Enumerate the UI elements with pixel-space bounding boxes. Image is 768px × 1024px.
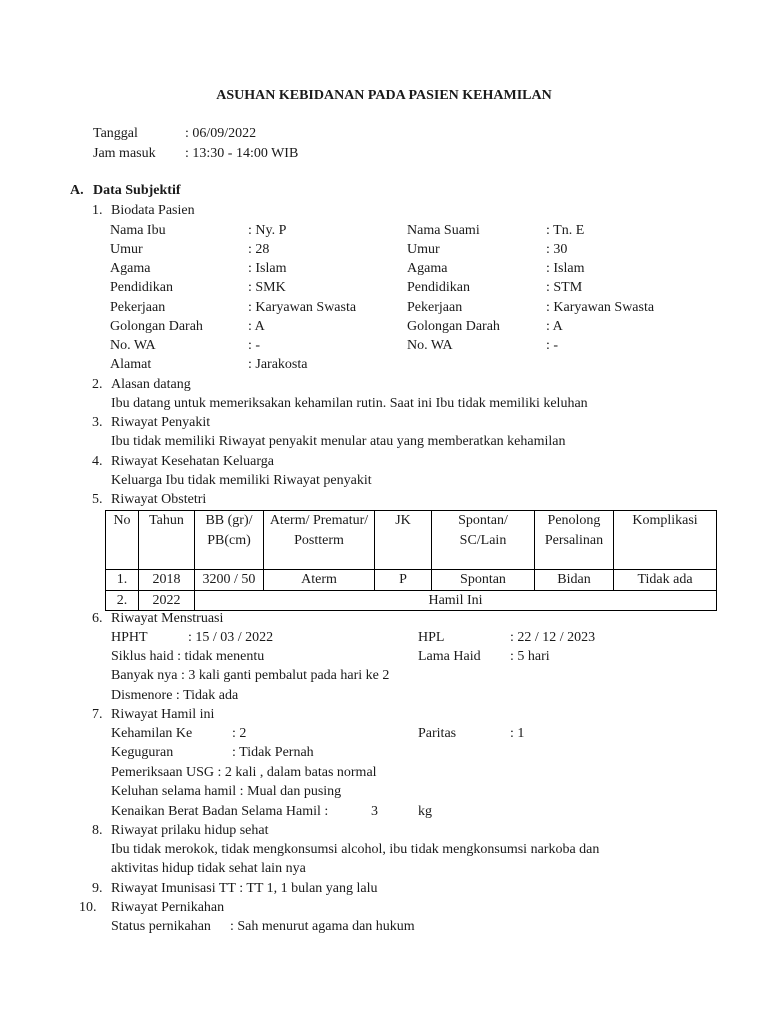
status-pernikahan-value: : Sah menurut agama dan hukum	[230, 919, 415, 934]
paritas-label: Paritas	[418, 726, 457, 741]
no-wa-suami-label: No. WA	[407, 338, 453, 353]
no-wa-suami-value: : -	[546, 338, 559, 353]
jam-masuk-value: : 13:30 - 14:00 WIB	[185, 146, 299, 161]
keguguran-label: Keguguran	[111, 745, 174, 760]
menstruasi-title: Riwayat Menstruasi	[111, 611, 224, 626]
umur-suami-value: : 30	[546, 242, 568, 257]
jam-masuk-label: Jam masuk	[93, 146, 156, 161]
golongan-darah-suami-label: Golongan Darah	[407, 319, 500, 334]
header-aterm: Aterm/ Prematur/ Postterm	[264, 511, 375, 570]
kehamilan-ke-label: Kehamilan Ke	[111, 726, 193, 741]
hpht-label: HPHT	[111, 630, 148, 645]
obstetri-table	[105, 510, 717, 611]
penyakit-text: Ibu tidak memiliki Riwayat penyakit menular atau yang memberatkan kehamilan	[111, 434, 566, 449]
lama-haid-value: : 5 hari	[510, 649, 550, 664]
item-number: 2.	[92, 377, 103, 392]
table-cell: 3200 / 50	[195, 570, 264, 591]
nama-suami-value: : Tn. E	[546, 223, 585, 238]
umur-suami-label: Umur	[407, 242, 440, 257]
pendidikan-ibu-label: Pendidikan	[110, 280, 173, 295]
item-number: 7.	[92, 707, 103, 722]
header-penolong: Penolong Persalinan	[535, 511, 614, 570]
table-cell: 1.	[106, 570, 139, 591]
table-cell: Hamil Ini	[195, 590, 717, 611]
agama-suami-value: : Islam	[546, 261, 585, 276]
header-no: No	[106, 511, 139, 570]
kenaikan-bb-value: 3	[371, 804, 378, 819]
alamat-label: Alamat	[110, 357, 152, 372]
golongan-darah-ibu-value: : A	[248, 319, 265, 334]
table-row	[106, 590, 717, 611]
header-tahun: Tahun	[139, 511, 195, 570]
item-number: 5.	[92, 492, 103, 507]
table-cell: Spontan	[432, 570, 535, 591]
no-wa-ibu-value: : -	[248, 338, 261, 353]
siklus-haid: Siklus haid : tidak menentu	[111, 649, 265, 664]
item-number: 10.	[79, 900, 97, 915]
item-number: 9.	[92, 881, 103, 896]
item-number: 4.	[92, 454, 103, 469]
agama-ibu-label: Agama	[110, 261, 151, 276]
table-cell: Bidan	[535, 570, 614, 591]
hpl-label: HPL	[418, 630, 445, 645]
document-title: ASUHAN KEBIDANAN PADA PASIEN KEHAMILAN	[216, 88, 552, 103]
pekerjaan-suami-value: : Karyawan Swasta	[546, 300, 655, 315]
umur-ibu-value: : 28	[248, 242, 270, 257]
nama-suami-label: Nama Suami	[407, 223, 480, 238]
table-cell: 2018	[139, 570, 195, 591]
table-row	[106, 570, 717, 591]
prilaku-text-line2: aktivitas hidup tidak sehat lain nya	[111, 861, 306, 876]
nama-ibu-label: Nama Ibu	[110, 223, 166, 238]
keluarga-text: Keluarga Ibu tidak memiliki Riwayat penyakit	[111, 473, 372, 488]
keluarga-title: Riwayat Kesehatan Keluarga	[111, 454, 275, 469]
no-wa-ibu-label: No. WA	[110, 338, 156, 353]
prilaku-text-line1: Ibu tidak merokok, tidak mengkonsumsi alcohol, ibu tidak mengkonsumsi narkoba dan	[111, 842, 600, 857]
imunisasi-title: Riwayat Imunisasi TT : TT 1, 1 bulan yang lalu	[111, 881, 378, 896]
table-cell: P	[375, 570, 432, 591]
header-bb-pb: BB (gr)/ PB(cm)	[195, 511, 264, 570]
section-a-title: Data Subjektif	[93, 183, 181, 198]
nama-ibu-value: : Ny. P	[248, 223, 287, 238]
agama-suami-label: Agama	[407, 261, 448, 276]
lama-haid-label: Lama Haid	[418, 649, 481, 664]
header-komplikasi: Komplikasi	[614, 511, 717, 570]
kenaikan-bb-label: Kenaikan Berat Badan Selama Hamil :	[111, 804, 329, 819]
hpht-value: : 15 / 03 / 2022	[188, 630, 274, 645]
hpl-value: : 22 / 12 / 2023	[510, 630, 596, 645]
item-number: 1.	[92, 203, 103, 218]
table-cell: 2.	[106, 590, 139, 611]
kehamilan-ke-value: : 2	[232, 726, 247, 741]
pekerjaan-suami-label: Pekerjaan	[407, 300, 463, 315]
banyak-nya: Banyak nya : 3 kali ganti pembalut pada hari ke 2	[111, 668, 390, 683]
header-spontan: Spontan/ SC/Lain	[432, 511, 535, 570]
penyakit-title: Riwayat Penyakit	[111, 415, 211, 430]
pemeriksaan-usg: Pemeriksaan USG : 2 kali , dalam batas normal	[111, 765, 377, 780]
keluhan-hamil: Keluhan selama hamil : Mual dan pusing	[111, 784, 342, 799]
pekerjaan-ibu-label: Pekerjaan	[110, 300, 166, 315]
kenaikan-bb-unit: kg	[418, 804, 432, 819]
item-number: 6.	[92, 611, 103, 626]
pendidikan-ibu-value: : SMK	[248, 280, 286, 295]
prilaku-title: Riwayat prilaku hidup sehat	[111, 823, 269, 838]
obstetri-title: Riwayat Obstetri	[111, 492, 207, 507]
alamat-value: : Jarakosta	[248, 357, 308, 372]
section-a-number: A.	[70, 183, 84, 198]
umur-ibu-label: Umur	[110, 242, 143, 257]
biodata-title: Biodata Pasien	[111, 203, 195, 218]
hamil-title: Riwayat Hamil ini	[111, 707, 215, 722]
golongan-darah-ibu-label: Golongan Darah	[110, 319, 203, 334]
tanggal-value: : 06/09/2022	[185, 126, 257, 141]
golongan-darah-suami-value: : A	[546, 319, 563, 334]
keguguran-value: : Tidak Pernah	[232, 745, 314, 760]
pernikahan-title: Riwayat Pernikahan	[111, 900, 225, 915]
alasan-title: Alasan datang	[111, 377, 191, 392]
pendidikan-suami-value: : STM	[546, 280, 583, 295]
tanggal-label: Tanggal	[93, 126, 138, 141]
header-jk: JK	[375, 511, 432, 570]
status-pernikahan-label: Status pernikahan	[111, 919, 211, 934]
item-number: 3.	[92, 415, 103, 430]
dismenore: Dismenore : Tidak ada	[111, 688, 239, 703]
pendidikan-suami-label: Pendidikan	[407, 280, 470, 295]
table-cell: Aterm	[264, 570, 375, 591]
paritas-value: : 1	[510, 726, 525, 741]
alasan-text: Ibu datang untuk memeriksakan kehamilan rutin. Saat ini Ibu tidak memiliki keluhan	[111, 396, 588, 411]
pekerjaan-ibu-value: : Karyawan Swasta	[248, 300, 357, 315]
table-header-row	[106, 511, 717, 570]
table-cell: Tidak ada	[614, 570, 717, 591]
agama-ibu-value: : Islam	[248, 261, 287, 276]
table-cell: 2022	[139, 590, 195, 611]
item-number: 8.	[92, 823, 103, 838]
